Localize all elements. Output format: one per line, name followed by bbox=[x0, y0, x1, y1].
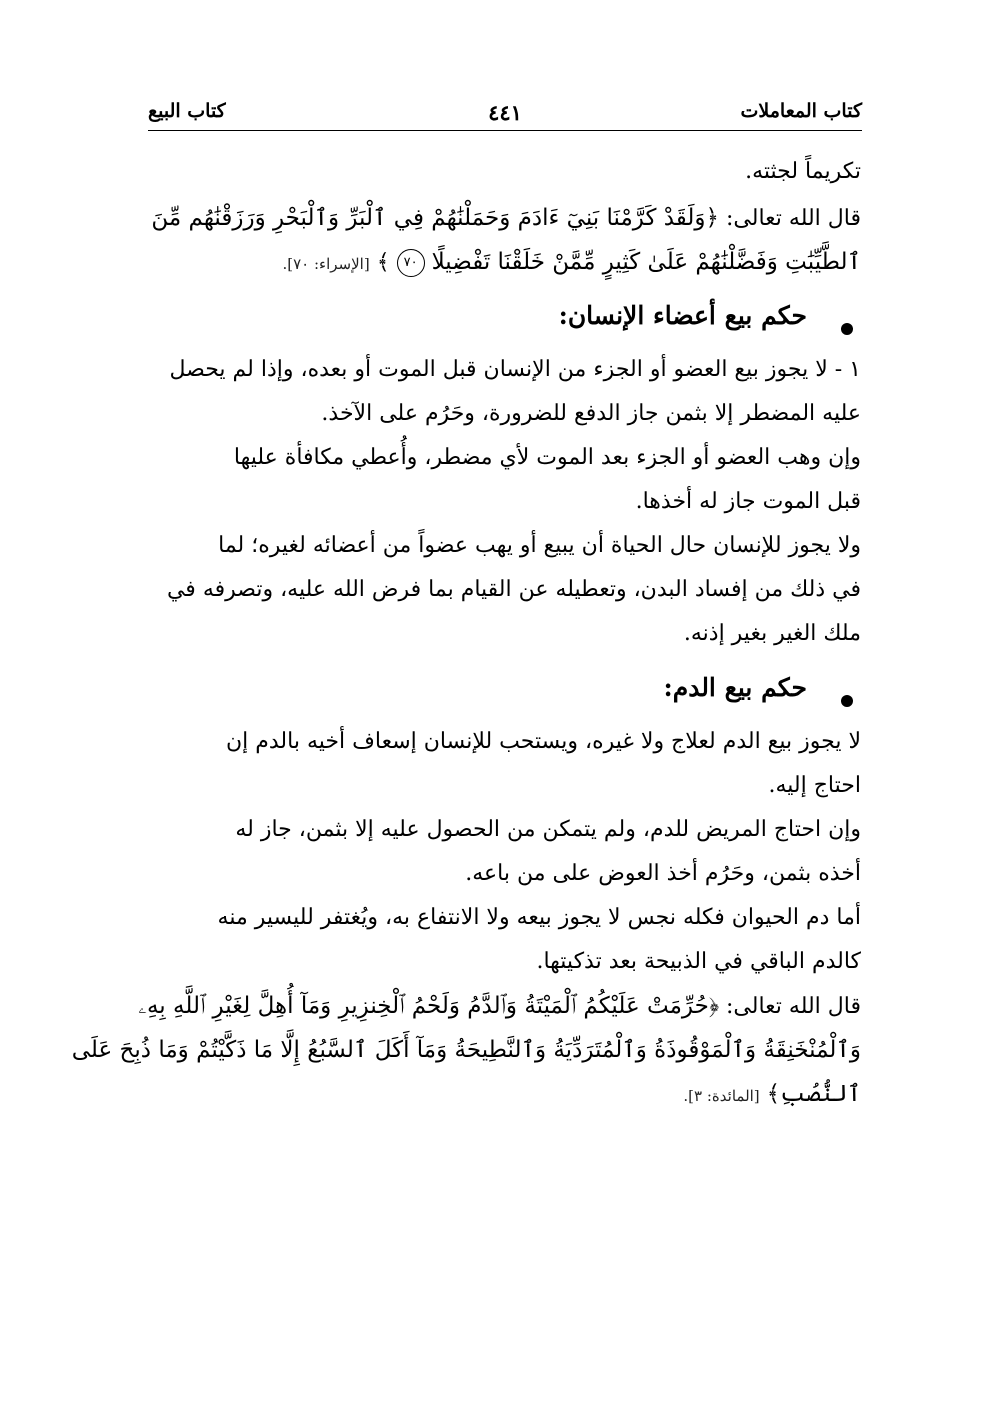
paragraph-line: ١ - لا يجوز بيع العضو أو الجزء من الإنسان قبل الموت أو بعده، وإذا لم يحصل bbox=[169, 357, 861, 382]
paragraph-line: احتاج إليه. bbox=[768, 773, 861, 798]
heading-organs-text: حكم بيع أعضاء الإنسان: bbox=[558, 301, 807, 330]
page-body bbox=[71, 158, 861, 1124]
verse2-text-line2: وَٱلْمُنْخَنِقَةُ وَٱلْمَوْقُوذَةُ وَٱلْمُتَرَدِّيَةُ وَٱلنَّطِيحَةُ وَمَآ أَكَلَ ٱلسَّبُعُ إِلَّا مَا ذَكَّيْتُمْ وَمَا ذُبِحَ عَلَى bbox=[71, 1037, 861, 1063]
verse1-text-line2: ٱلطَّيِّبَٰتِ وَفَضَّلْنَٰهُمْ عَلَىٰ كَثِيرٍ مِّمَّنْ خَلَقْنَا تَفْضِيلًا bbox=[431, 249, 861, 275]
bullet-icon bbox=[841, 323, 853, 335]
verse2-text-line1: ﴿حُرِّمَتْ عَلَيْكُمُ ٱلْمَيْتَةُ وَٱلدَّمُ وَلَحْمُ ٱلْخِنزِيرِ وَمَآ أُهِلَّ لِغَيْرِ ٱللَّهِ بِهِۦ bbox=[138, 993, 720, 1019]
verse2-line2 bbox=[71, 1036, 861, 1080]
header-section-title: كتاب المعاملات bbox=[740, 100, 862, 122]
verse1-citation: [الإسراء: ٧٠]. bbox=[282, 255, 370, 273]
verse1-intro: قال الله تعالى: bbox=[726, 206, 861, 231]
paragraph-line: عليه المضطر إلا بثمن جاز الدفع للضرورة، وحَرُم على الآخذ. bbox=[321, 401, 861, 426]
paragraph-line: وإن وهب العضو أو الجزء بعد الموت لأي مضطر، وأُعطي مكافأة عليها bbox=[233, 445, 861, 470]
verse1-line2 bbox=[143, 248, 861, 302]
verse1-text-line1: ﴿وَلَقَدْ كَرَّمْنَا بَنِيٓ ءَادَمَ وَحَمَلْنَٰهُمْ فِي ٱلْبَرِّ وَٱلْبَحْرِ وَرَزَقْنَٰهُم مِّنَ bbox=[151, 205, 720, 231]
page-number: ٤٤١ bbox=[488, 100, 522, 125]
verse-close-bracket: ﴾ bbox=[376, 250, 390, 275]
verse2-citation: [المائدة: ٣]. bbox=[683, 1087, 760, 1105]
paragraph-line: ملك الغير بغير إذنه. bbox=[683, 621, 861, 646]
bullet-icon bbox=[841, 695, 853, 707]
section-heading-blood bbox=[143, 674, 861, 728]
running-header bbox=[148, 96, 862, 131]
header-chapter-title: كتاب البيع bbox=[148, 100, 226, 122]
paragraph-line: أما دم الحيوان فكله نجس لا يجوز بيعه ولا الانتفاع به، ويُغتفر لليسير منه bbox=[217, 905, 861, 930]
paragraph-line: في ذلك من إفساد البدن، وتعطيله عن القيام بما فرض الله عليه، وتصرفه في bbox=[166, 577, 861, 602]
paragraph-line: وإن احتاج المريض للدم، ولم يتمكن من الحصول عليه إلا بثمن، جاز له bbox=[235, 817, 861, 842]
intro-end-text: تكريماً لجثته. bbox=[745, 159, 861, 184]
section-heading-organs bbox=[143, 302, 861, 356]
heading-blood-text: حكم بيع الدم: bbox=[663, 673, 807, 702]
paragraph-line: لا يجوز بيع الدم لعلاج ولا غيره، ويستحب للإنسان إسعاف أخيه بالدم إن bbox=[226, 729, 861, 754]
verse2-line3 bbox=[143, 1080, 861, 1124]
verse2-intro: قال الله تعالى: bbox=[726, 994, 861, 1019]
verse1-line1 bbox=[143, 204, 861, 248]
ayah-number-marker: ٧٠ bbox=[397, 249, 425, 277]
verse2-text-line3: ٱلنُّصُبِ﴾ bbox=[766, 1081, 861, 1107]
verse2-line1 bbox=[138, 992, 861, 1036]
paragraph-line: قبل الموت جاز له أخذها. bbox=[635, 489, 861, 514]
paragraph-line: أخذه بثمن، وحَرُم أخذ العوض على من باعه. bbox=[465, 861, 861, 886]
paragraph-line: ولا يجوز للإنسان حال الحياة أن يبيع أو يهب عضواً من أعضائه لغيره؛ لما bbox=[218, 533, 861, 558]
paragraph-line: كالدم الباقي في الذبيحة بعد تذكيتها. bbox=[536, 949, 861, 974]
